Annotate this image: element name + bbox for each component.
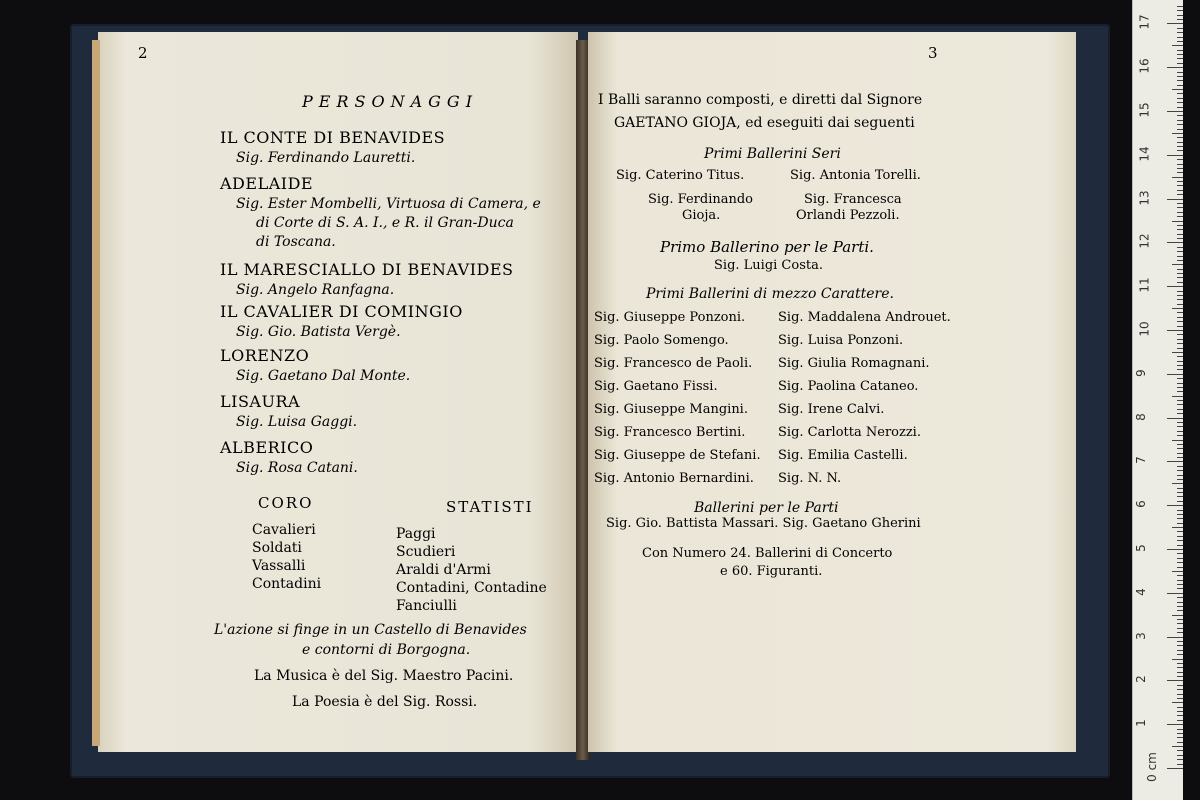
dancer-name: Sig. Luigi Costa.	[714, 258, 823, 273]
dancer-name: Sig. Giuseppe Mangini.	[594, 402, 748, 417]
ruler-tick	[1177, 142, 1183, 143]
ruler-tick	[1177, 737, 1183, 738]
dancer-name: Sig. Maddalena Androuet.	[778, 310, 951, 325]
ruler-tick	[1177, 606, 1183, 607]
ruler-tick	[1167, 286, 1183, 287]
cast-role: IL CONTE DI BENAVIDES	[220, 128, 446, 147]
ruler-tick	[1177, 711, 1183, 712]
ruler-tick	[1177, 72, 1183, 73]
ruler-tick	[1172, 177, 1183, 178]
dancer-name: Sig. Antonia Torelli.	[790, 168, 921, 183]
primo-parti-heading: Primo Ballerino per le Parti.	[660, 238, 874, 256]
dancer-name: Sig. Irene Calvi.	[778, 402, 885, 417]
measuring-ruler	[1132, 0, 1183, 800]
ruler-tick	[1177, 76, 1183, 77]
ruler-tick	[1177, 444, 1183, 445]
ruler-tick	[1172, 89, 1183, 90]
ruler-tick	[1177, 137, 1183, 138]
ruler-tick	[1177, 558, 1183, 559]
ruler-tick	[1177, 277, 1183, 278]
ruler-tick	[1177, 742, 1183, 743]
ruler-tick	[1177, 129, 1183, 130]
ruler-tick	[1177, 584, 1183, 585]
ruler-tick	[1167, 549, 1183, 550]
dancer-name: Sig. Giulia Romagnani.	[778, 356, 930, 371]
ruler-tick	[1177, 365, 1183, 366]
ruler-tick	[1177, 172, 1183, 173]
cast-role: LORENZO	[220, 346, 310, 365]
setting-note: L'azione si finge in un Castello di Benavides	[214, 622, 527, 638]
statisti-item: Fanciulli	[396, 598, 457, 614]
cast-singer: Sig. Luisa Gaggi.	[236, 414, 358, 430]
ruler-label: 9	[1133, 368, 1148, 377]
cast-singer: di Corte di S. A. I., e R. il Gran-Duca	[256, 215, 514, 231]
ruler-tick	[1177, 575, 1183, 576]
ruler-tick	[1177, 115, 1183, 116]
ruler-tick	[1177, 216, 1183, 217]
cast-role: IL MARESCIALLO DI BENAVIDES	[220, 260, 514, 279]
ruler-tick	[1177, 597, 1183, 598]
ruler-tick	[1177, 168, 1183, 169]
music-credit: La Musica è del Sig. Maestro Pacini.	[254, 668, 514, 684]
ruler-tick	[1167, 505, 1183, 506]
ruler-tick	[1177, 93, 1183, 94]
ruler-tick	[1172, 396, 1183, 397]
dancer-name: Sig. Luisa Ponzoni.	[778, 333, 904, 348]
ruler-tick	[1177, 488, 1183, 489]
ruler-tick	[1177, 203, 1183, 204]
ruler-tick	[1177, 124, 1183, 125]
ruler-tick	[1167, 23, 1183, 24]
ruler-tick	[1172, 133, 1183, 134]
dancer-name: Sig. Giuseppe Ponzoni.	[594, 310, 746, 325]
ruler-tick	[1177, 733, 1183, 734]
ruler-tick	[1177, 623, 1183, 624]
ruler-tick	[1172, 308, 1183, 309]
ruler-tick	[1177, 181, 1183, 182]
coro-heading: CORO	[258, 494, 314, 512]
ruler-tick	[1177, 531, 1183, 532]
ruler-tick	[1177, 663, 1183, 664]
cast-role: IL CAVALIER DI COMINGIO	[220, 302, 463, 321]
dancer-name: Sig. Francesca	[804, 192, 902, 207]
ruler-tick	[1177, 269, 1183, 270]
ruler-tick	[1177, 291, 1183, 292]
statisti-item: Araldi d'Armi	[396, 562, 491, 578]
ruler-tick	[1177, 602, 1183, 603]
ruler-tick	[1167, 155, 1183, 156]
dancer-name: Gioja.	[682, 208, 721, 223]
ruler-tick	[1167, 637, 1183, 638]
ruler-tick	[1177, 632, 1183, 633]
ruler-tick	[1177, 628, 1183, 629]
ruler-tick	[1177, 120, 1183, 121]
ruler-tick	[1167, 330, 1183, 331]
ruler-tick	[1177, 185, 1183, 186]
ruler-tick	[1177, 562, 1183, 563]
ruler-tick	[1177, 479, 1183, 480]
dancer-name: Sig. Antonio Bernardini.	[594, 471, 754, 486]
ruler-tick	[1177, 426, 1183, 427]
ruler-tick	[1172, 264, 1183, 265]
ruler-tick	[1177, 404, 1183, 405]
ruler-tick	[1177, 496, 1183, 497]
ruler-tick	[1177, 720, 1183, 721]
ruler-label: 17	[1137, 14, 1152, 31]
ruler-tick	[1177, 50, 1183, 51]
ruler-tick	[1177, 667, 1183, 668]
ruler-tick	[1177, 676, 1183, 677]
cast-role: ALBERICO	[220, 438, 314, 457]
ruler-tick	[1177, 85, 1183, 86]
ruler-tick	[1177, 356, 1183, 357]
ruler-tick	[1177, 317, 1183, 318]
statisti-heading: STATISTI	[446, 498, 534, 516]
ruler-tick	[1177, 378, 1183, 379]
coro-item: Soldati	[252, 540, 302, 556]
ruler-tick	[1177, 764, 1183, 765]
dancer-name: Sig. Giuseppe de Stefani.	[594, 448, 761, 463]
ruler-tick	[1177, 422, 1183, 423]
ruler-tick	[1167, 680, 1183, 681]
ruler-tick	[1177, 212, 1183, 213]
cast-singer: Sig. Gaetano Dal Monte.	[236, 368, 411, 384]
ruler-tick	[1177, 383, 1183, 384]
dancer-name: Orlandi Pezzoli.	[796, 208, 900, 223]
ruler-tick	[1177, 470, 1183, 471]
ruler-tick	[1177, 15, 1183, 16]
dancer-name: Sig. Carlotta Nerozzi.	[778, 425, 921, 440]
ruler-tick	[1177, 334, 1183, 335]
cast-singer: Sig. Gio. Batista Vergè.	[236, 324, 401, 340]
ruler-label: 10	[1137, 321, 1152, 337]
ruler-tick	[1172, 571, 1183, 572]
ruler-tick	[1177, 510, 1183, 511]
dancer-name: Sig. Francesco de Paoli.	[594, 356, 753, 371]
ruler-tick	[1177, 453, 1183, 454]
ruler-tick	[1177, 312, 1183, 313]
ruler-tick	[1177, 553, 1183, 554]
ruler-label: 3	[1133, 631, 1148, 640]
ruler-tick	[1177, 369, 1183, 370]
ruler-tick	[1177, 251, 1183, 252]
setting-note: e contorni di Borgogna.	[302, 642, 471, 658]
ruler-tick	[1167, 111, 1183, 112]
closing-line: Con Numero 24. Ballerini di Concerto	[642, 546, 893, 561]
ruler-tick	[1177, 102, 1183, 103]
ruler-tick	[1177, 729, 1183, 730]
ruler-tick	[1177, 98, 1183, 99]
ruler-tick	[1177, 190, 1183, 191]
ruler-tick	[1177, 435, 1183, 436]
ruler-tick	[1177, 295, 1183, 296]
dancer-name: Sig. Paolo Somengo.	[594, 333, 729, 348]
ruler-tick	[1167, 461, 1183, 462]
ruler-tick	[1177, 413, 1183, 414]
ruler-tick	[1172, 45, 1183, 46]
ruler-tick	[1177, 610, 1183, 611]
cast-role: ADELAIDE	[220, 174, 314, 193]
closing-line: e 60. Figuranti.	[720, 564, 823, 579]
ruler-label: 12	[1137, 233, 1152, 250]
ruler-tick	[1172, 440, 1183, 441]
ruler-tick	[1167, 199, 1183, 200]
ruler-tick	[1177, 475, 1183, 476]
ruler-tick	[1177, 28, 1183, 29]
ruler-tick	[1177, 588, 1183, 589]
ruler-tick	[1177, 536, 1183, 537]
ruler-label: 6	[1133, 500, 1148, 509]
ruler-tick	[1177, 282, 1183, 283]
ruler-tick	[1172, 527, 1183, 528]
ruler-tick	[1177, 150, 1183, 151]
ruler-tick	[1167, 418, 1183, 419]
ruler-tick	[1177, 326, 1183, 327]
ruler-tick	[1177, 448, 1183, 449]
ruler-tick	[1177, 159, 1183, 160]
cast-singer: di Toscana.	[256, 234, 336, 250]
ruler-tick	[1177, 361, 1183, 362]
ruler-tick	[1177, 654, 1183, 655]
cast-role: LISAURA	[220, 392, 301, 411]
ruler-tick	[1177, 207, 1183, 208]
ruler-label: 4	[1133, 587, 1148, 596]
ruler-tick	[1177, 689, 1183, 690]
ruler-tick	[1177, 107, 1183, 108]
ruler-tick	[1177, 715, 1183, 716]
ruler-tick	[1177, 759, 1183, 760]
ruler-tick	[1177, 299, 1183, 300]
ruler-label: 5	[1133, 544, 1148, 552]
ruler-label: 14	[1137, 146, 1152, 162]
ruler-label: 16	[1137, 58, 1152, 74]
ruler-tick	[1177, 650, 1183, 651]
intro-line: I Balli saranno composti, e diretti dal Signore	[598, 92, 923, 108]
ruler-tick	[1167, 724, 1183, 725]
ruler-tick	[1177, 567, 1183, 568]
cast-singer: Sig. Angelo Ranfagna.	[236, 282, 395, 298]
ruler-tick	[1177, 273, 1183, 274]
ruler-tick	[1172, 483, 1183, 484]
ruler-label: 15	[1137, 102, 1152, 118]
cast-singer: Sig. Rosa Catani.	[236, 460, 358, 476]
intro-line: GAETANO GIOJA, ed eseguiti dai seguenti	[614, 115, 915, 131]
ruler-tick	[1167, 768, 1183, 769]
coro-item: Vassalli	[252, 558, 306, 574]
dancer-name: Sig. Gaetano Fissi.	[594, 379, 718, 394]
coro-item: Cavalieri	[252, 522, 316, 538]
ruler-tick	[1177, 391, 1183, 392]
statisti-item: Contadini, Contadine	[396, 580, 547, 596]
ruler-tick	[1177, 194, 1183, 195]
ruler-tick	[1177, 698, 1183, 699]
ruler-tick	[1177, 545, 1183, 546]
ruler-tick	[1177, 409, 1183, 410]
dancer-name: Sig. N. N.	[778, 471, 842, 486]
ruler-tick	[1172, 221, 1183, 222]
page-number-right: 3	[928, 44, 938, 62]
ruler-tick	[1177, 518, 1183, 519]
ruler-tick	[1172, 746, 1183, 747]
cast-singer: Sig. Ester Mombelli, Virtuosa di Camera, e	[236, 196, 541, 212]
ruler-tick	[1177, 6, 1183, 7]
ruler-tick	[1172, 702, 1183, 703]
ruler-tick	[1172, 615, 1183, 616]
dancer-name: Sig. Paolina Cataneo.	[778, 379, 919, 394]
ruler-tick	[1177, 146, 1183, 147]
ruler-tick	[1177, 256, 1183, 257]
ruler-tick	[1177, 641, 1183, 642]
ruler-label: 8	[1133, 412, 1148, 421]
ruler-tick	[1177, 387, 1183, 388]
ruler-label: 1	[1133, 719, 1148, 728]
ruler-tick	[1177, 492, 1183, 493]
ruler-tick	[1177, 58, 1183, 59]
ruler-tick	[1172, 352, 1183, 353]
ruler-tick	[1177, 19, 1183, 20]
ruler-tick	[1177, 32, 1183, 33]
statisti-item: Scudieri	[396, 544, 456, 560]
ruler-label: 13	[1137, 189, 1152, 206]
ruler-tick	[1177, 540, 1183, 541]
ruler-tick	[1177, 238, 1183, 239]
dancer-name: Sig. Caterino Titus.	[616, 168, 745, 183]
mezzo-heading: Primi Ballerini di mezzo Carattere.	[646, 286, 894, 302]
ruler-tick	[1167, 242, 1183, 243]
ruler-tick	[1177, 457, 1183, 458]
ruler-tick	[1172, 659, 1183, 660]
ruler-tick	[1177, 619, 1183, 620]
ruler-tick	[1177, 339, 1183, 340]
ruler-tick	[1177, 229, 1183, 230]
ruler-tick	[1177, 466, 1183, 467]
page-number-left: 2	[138, 44, 148, 62]
ruler-tick	[1177, 501, 1183, 502]
ruler-tick	[1177, 523, 1183, 524]
ruler-tick	[1177, 348, 1183, 349]
ruler-tick	[1177, 755, 1183, 756]
ruler-tick	[1177, 37, 1183, 38]
dancer-name: Sig. Ferdinando	[648, 192, 753, 207]
personaggi-heading: PERSONAGGI	[302, 92, 479, 111]
ruler-tick	[1177, 672, 1183, 673]
ruler-tick	[1177, 225, 1183, 226]
ruler-tick	[1177, 707, 1183, 708]
ruler-tick	[1177, 431, 1183, 432]
ruler-tick	[1177, 54, 1183, 55]
ruler-tick	[1167, 67, 1183, 68]
ruler-tick	[1177, 400, 1183, 401]
ruler-tick	[1177, 164, 1183, 165]
primi-seri-heading: Primi Ballerini Seri	[704, 146, 841, 162]
ruler-tick	[1177, 685, 1183, 686]
ruler-tick	[1177, 247, 1183, 248]
ruler-tick	[1177, 750, 1183, 751]
ruler-tick	[1177, 343, 1183, 344]
ruler-label: 7	[1133, 456, 1148, 465]
ruler-tick	[1177, 63, 1183, 64]
ruler-label: 11	[1137, 277, 1152, 293]
ruler-tick	[1177, 80, 1183, 81]
ruler-label: 2	[1133, 675, 1148, 684]
statisti-item: Paggi	[396, 526, 436, 542]
ruler-tick	[1177, 694, 1183, 695]
ruler-tick	[1177, 580, 1183, 581]
ruler-tick	[1177, 321, 1183, 322]
dancer-name: Sig. Francesco Bertini.	[594, 425, 746, 440]
ruler-tick	[1177, 10, 1183, 11]
ruler-tick	[1177, 645, 1183, 646]
ruler-tick	[1177, 304, 1183, 305]
cast-singer: Sig. Ferdinando Lauretti.	[236, 150, 416, 166]
ruler-tick	[1167, 593, 1183, 594]
ruler-tick	[1177, 234, 1183, 235]
ruler-tick	[1177, 260, 1183, 261]
parti-heading: Ballerini per le Parti	[694, 500, 839, 516]
ruler-tick	[1177, 514, 1183, 515]
ruler-tick	[1177, 41, 1183, 42]
ruler-label: 0 cm	[1144, 752, 1159, 782]
coro-item: Contadini	[252, 576, 322, 592]
dancer-name: Sig. Emilia Castelli.	[778, 448, 908, 463]
ruler-tick	[1167, 374, 1183, 375]
poetry-credit: La Poesia è del Sig. Rossi.	[292, 694, 478, 710]
parti-names: Sig. Gio. Battista Massari. Sig. Gaetano Gherini	[606, 516, 921, 531]
